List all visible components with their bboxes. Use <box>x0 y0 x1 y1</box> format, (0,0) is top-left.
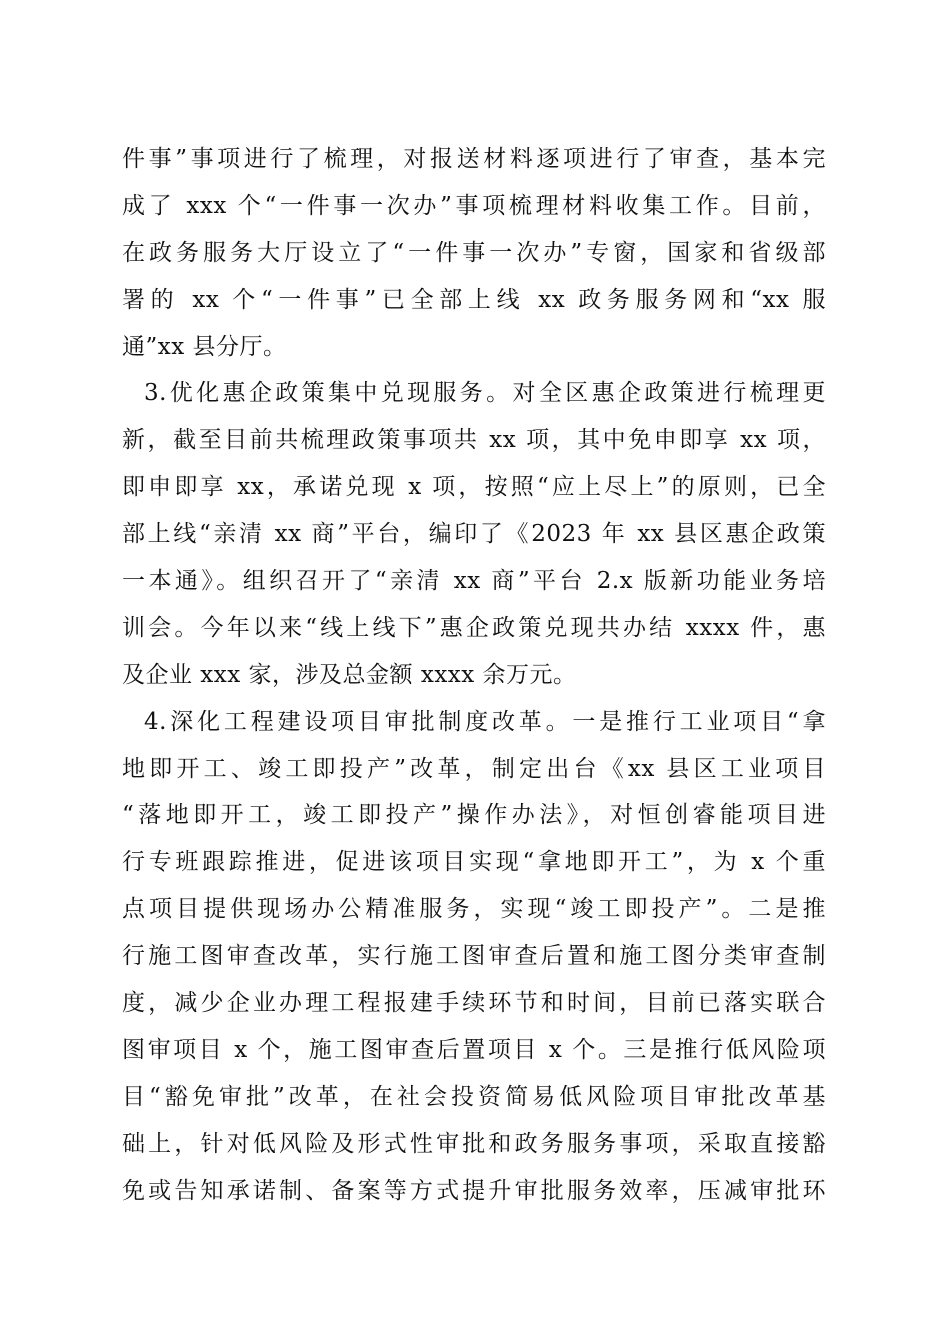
text-line: 点项目提供现场办公精准服务，实现“竣工即投产”。二是推 <box>122 896 826 923</box>
paragraph <box>122 370 826 698</box>
text-line: 行施工图审查改革，实行施工图审查后置和施工图分类审查制 <box>122 943 826 970</box>
text-line: “落地即开工，竣工即投产”操作办法》，对恒创睿能项目进 <box>122 802 826 829</box>
text-line: 地即开工、竣工即投产”改革，制定出台《xx 县区工业项目 <box>122 755 826 782</box>
text-line: 及企业 xxx 家，涉及总金额 xxxx 余万元。 <box>122 661 577 688</box>
text-line: 署的 xx 个“一件事”已全部上线 xx 政务服务网和“xx 服 <box>122 286 826 313</box>
text-line: 础上，针对低风险及形式性审批和政务服务事项，采取直接豁 <box>122 1130 826 1157</box>
text-line: 行专班跟踪推进，促进该项目实现“拿地即开工”，为 x 个重 <box>122 849 826 876</box>
text-line: 4.深化工程建设项目审批制度改革。一是推行工业项目“拿 <box>144 708 826 735</box>
text-line: 通”xx 县分厅。 <box>122 333 287 360</box>
text-line: 图审项目 x 个，施工图审查后置项目 x 个。三是推行低风险项 <box>122 1036 826 1063</box>
text-line: 在政务服务大厅设立了“一件事一次办”专窗，国家和省级部 <box>122 239 826 266</box>
text-line: 成了 xxx 个“一件事一次办”事项梳理材料收集工作。目前， <box>122 192 826 219</box>
document-body <box>122 136 826 1214</box>
paragraph <box>122 699 826 1215</box>
text-line: 即申即享 xx，承诺兑现 x 项，按照“应上尽上”的原则，已全 <box>122 474 826 501</box>
text-line: 件事”事项进行了梳理，对报送材料逐项进行了审查，基本完 <box>122 146 826 172</box>
text-line: 3.优化惠企政策集中兑现服务。对全区惠企政策进行梳理更 <box>144 380 826 407</box>
text-line: 训会。今年以来“线上线下”惠企政策兑现共办结 xxxx 件，惠 <box>122 614 826 641</box>
text-line: 一本通》。组织召开了“亲清 xx 商”平台 2.x 版新功能业务培 <box>122 568 826 595</box>
text-line: 免或告知承诺制、备案等方式提升审批服务效率，压减审批环 <box>122 1177 826 1204</box>
text-line: 度，减少企业办理工程报建手续环节和时间，目前已落实联合 <box>122 990 826 1017</box>
paragraph <box>122 136 826 370</box>
text-line: 新，截至目前共梳理政策事项共 xx 项，其中免申即享 xx 项， <box>122 427 826 454</box>
text-line: 目“豁免审批”改革，在社会投资简易低风险项目审批改革基 <box>122 1083 826 1110</box>
text-line: 部上线“亲清 xx 商”平台，编印了《2023 年 xx 县区惠企政策 <box>122 521 826 548</box>
